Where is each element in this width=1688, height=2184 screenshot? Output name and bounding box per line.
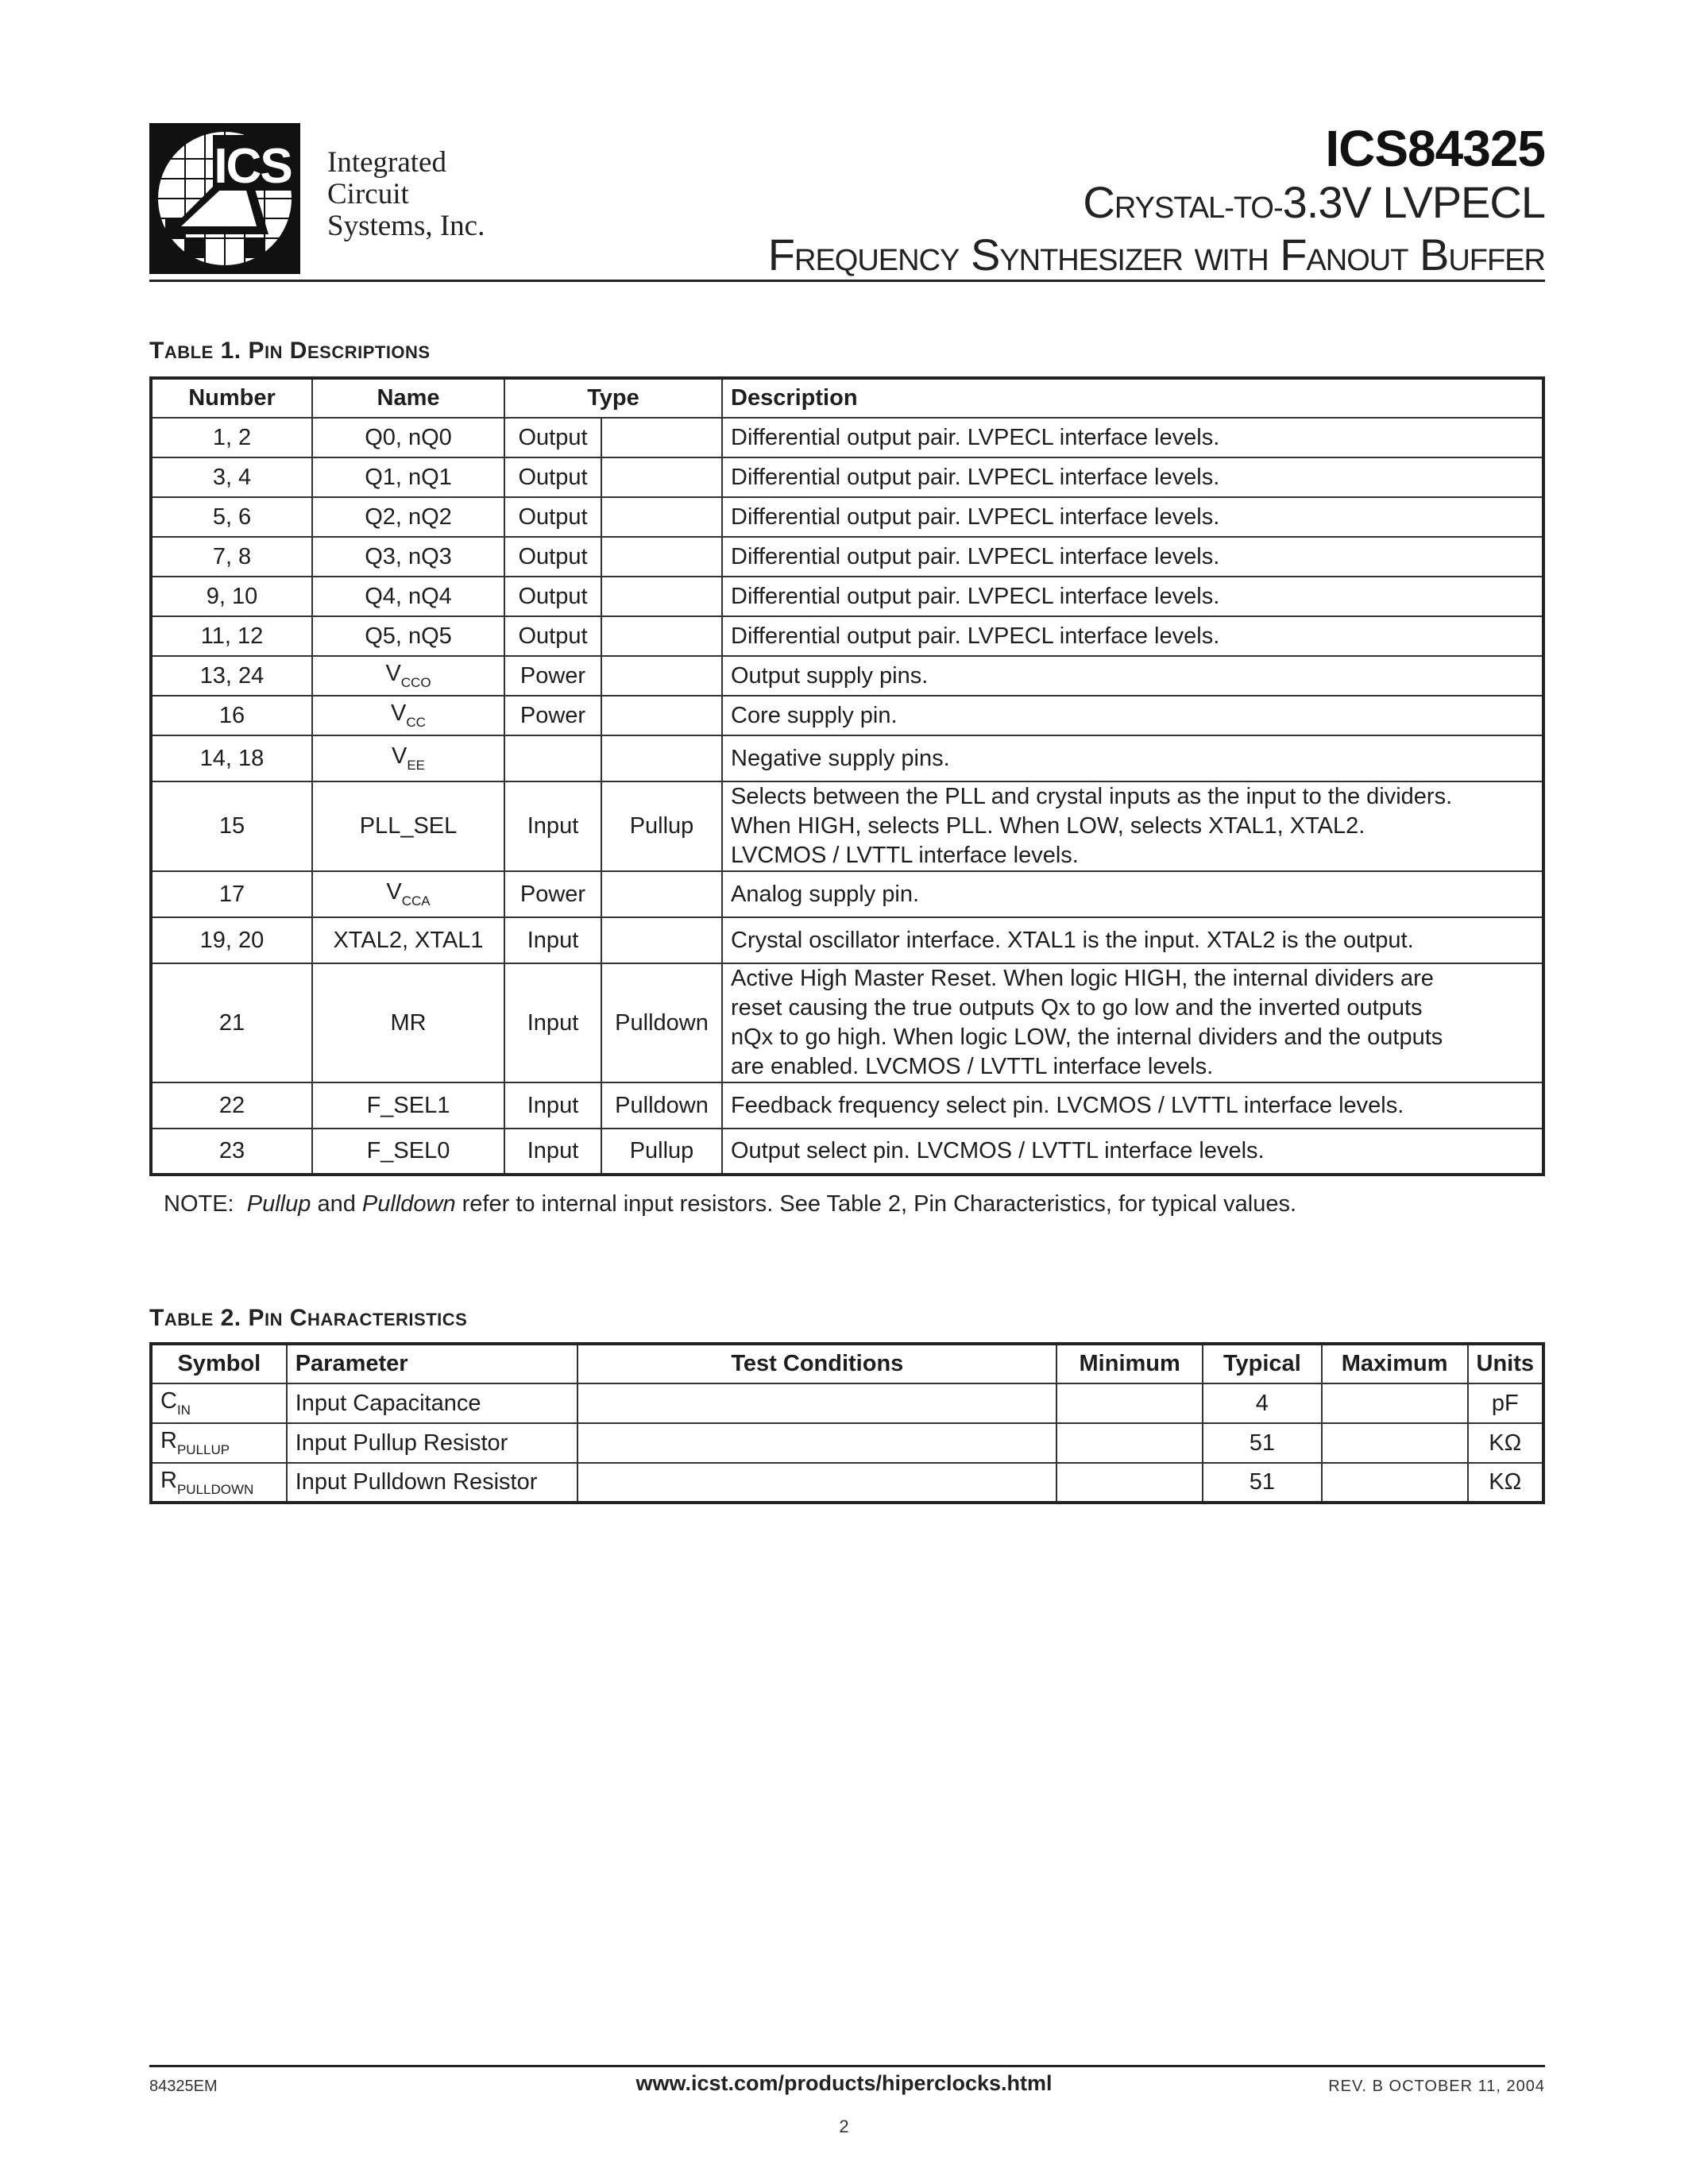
symbol [151, 1423, 287, 1463]
table-row [151, 616, 1543, 656]
pin-number: 16 [151, 696, 312, 735]
pin-description: Differential output pair. LVPECL interface levels. [722, 577, 1543, 616]
svg-text:ICS: ICS [214, 139, 292, 194]
header-minimum: Minimum [1056, 1344, 1203, 1383]
maximum [1322, 1383, 1468, 1423]
company-line-1: Integrated [327, 146, 446, 179]
pin-description [722, 781, 1543, 871]
symbol [151, 1463, 287, 1503]
parameter: Input Pullup Resistor [287, 1423, 578, 1463]
pin-pull [601, 537, 722, 577]
test-conditions [577, 1463, 1056, 1503]
table-row [151, 656, 1543, 696]
pin-type: Input [504, 917, 601, 963]
pin-type: Output [504, 418, 601, 457]
pin-name [312, 735, 504, 781]
pin-pull [601, 656, 722, 696]
symbol-main: C [160, 1388, 177, 1414]
header-description: Description [722, 378, 1543, 418]
pin-name: Q0, nQ0 [312, 418, 504, 457]
pin-description: Output select pin. LVCMOS / LVTTL interface levels. [722, 1129, 1543, 1175]
test-conditions [577, 1423, 1056, 1463]
maximum [1322, 1423, 1468, 1463]
header-symbol: Symbol [151, 1344, 287, 1383]
pin-type: Input [504, 781, 601, 871]
pin-type: Power [504, 696, 601, 735]
symbol-main: R [160, 1428, 177, 1453]
pin-description: Output supply pins. [722, 656, 1543, 696]
table-row [151, 917, 1543, 963]
pin-pull [601, 616, 722, 656]
minimum [1056, 1463, 1203, 1503]
pin-name: Q2, nQ2 [312, 497, 504, 537]
table-row [151, 696, 1543, 735]
typical: 51 [1203, 1463, 1322, 1503]
pin-name-main: V [385, 661, 401, 686]
pin-number: 15 [151, 781, 312, 871]
pin-name-subscript: EE [407, 758, 426, 773]
symbol-subscript: PULLUP [176, 1442, 230, 1457]
maximum [1322, 1463, 1468, 1503]
pin-type: Power [504, 871, 601, 917]
parameter: Input Capacitance [287, 1383, 578, 1423]
pin-description [722, 963, 1543, 1082]
table-header-row [151, 1344, 1543, 1383]
units: KΩ [1468, 1463, 1544, 1503]
pin-name: PLL_SEL [312, 781, 504, 871]
minimum [1056, 1383, 1203, 1423]
header-units: Units [1468, 1344, 1544, 1383]
pin-name: Q1, nQ1 [312, 457, 504, 497]
pin-pull [601, 871, 722, 917]
units: pF [1468, 1383, 1544, 1423]
pin-name [312, 871, 504, 917]
table-row [151, 871, 1543, 917]
pin-pull [601, 577, 722, 616]
table-row [151, 457, 1543, 497]
pin-number: 19, 20 [151, 917, 312, 963]
pin-description: Differential output pair. LVPECL interface levels. [722, 418, 1543, 457]
pin-pull [601, 497, 722, 537]
table1-caption: TABLE 1. PIN DESCRIPTIONS [149, 338, 431, 364]
pin-pull [601, 418, 722, 457]
parameter: Input Pulldown Resistor [287, 1463, 578, 1503]
pin-type: Input [504, 963, 601, 1082]
pin-type: Output [504, 616, 601, 656]
symbol [151, 1383, 287, 1423]
header-maximum: Maximum [1322, 1344, 1468, 1383]
company-line-3: Systems, Inc. [327, 210, 485, 242]
pin-number: 1, 2 [151, 418, 312, 457]
subtitle-line-1: CRYSTAL-TO-3.3V LVPECL [1083, 177, 1545, 227]
footer-url-link[interactable]: www.icst.com/products/hiperclocks.html [635, 2071, 1053, 2095]
company-name [327, 147, 485, 242]
header-number: Number [151, 378, 312, 418]
typical: 51 [1203, 1423, 1322, 1463]
pin-description: Negative supply pins. [722, 735, 1543, 781]
table-row [151, 1423, 1543, 1463]
pin-name: Q4, nQ4 [312, 577, 504, 616]
pin-description: Differential output pair. LVPECL interface levels. [722, 457, 1543, 497]
header-type: Type [504, 378, 722, 418]
pin-pull: Pullup [601, 1129, 722, 1175]
pin-number: 7, 8 [151, 537, 312, 577]
pin-pull: Pulldown [601, 1082, 722, 1129]
pin-number: 3, 4 [151, 457, 312, 497]
table-row [151, 1463, 1543, 1503]
pin-type: Output [504, 537, 601, 577]
table1-note: NOTE: Pullup and Pulldown refer to internal input resistors. See Table 2, Pin Characteristics, for typical values. [164, 1191, 1297, 1217]
units: KΩ [1468, 1423, 1544, 1463]
minimum [1056, 1423, 1203, 1463]
table-row [151, 1129, 1543, 1175]
pin-name [312, 696, 504, 735]
pin-description: Differential output pair. LVPECL interface levels. [722, 616, 1543, 656]
pin-number: 23 [151, 1129, 312, 1175]
pin-description: Differential output pair. LVPECL interface levels. [722, 497, 1543, 537]
pin-pull [601, 735, 722, 781]
header-parameter: Parameter [287, 1344, 578, 1383]
pin-name-subscript: CC [406, 715, 426, 730]
symbol-subscript: PULLDOWN [176, 1481, 254, 1497]
pin-type: Input [504, 1129, 601, 1175]
pin-type: Output [504, 497, 601, 537]
description-line: When HIGH, selects PLL. When LOW, selects XTAL1, XTAL2. [731, 813, 1365, 839]
pin-characteristics-table [149, 1342, 1545, 1504]
revision-date: REV. B OCTOBER 11, 2004 [1328, 2078, 1545, 2095]
table2-caption: TABLE 2. PIN CHARACTERISTICS [149, 1305, 468, 1331]
subtitle-line-2: FREQUENCY SYNTHESIZER WITH FANOUT BUFFER [767, 230, 1545, 280]
ics-logo [149, 123, 300, 274]
pin-description: Crystal oscillator interface. XTAL1 is the input. XTAL2 is the output. [722, 917, 1543, 963]
header-rule [149, 280, 1545, 282]
description-line: are enabled. LVCMOS / LVTTL interface levels. [731, 1054, 1214, 1079]
pin-name-subscript: CCO [400, 675, 431, 690]
pin-name: Q5, nQ5 [312, 616, 504, 656]
table-row [151, 1082, 1543, 1129]
pin-number: 22 [151, 1082, 312, 1129]
footer-rule [149, 2065, 1545, 2067]
description-line: Active High Master Reset. When logic HIGH, the internal dividers are [731, 966, 1434, 991]
pin-name-main: V [386, 879, 402, 905]
pin-type [504, 735, 601, 781]
pin-name-main: V [391, 700, 407, 726]
pin-number: 17 [151, 871, 312, 917]
pin-number: 11, 12 [151, 616, 312, 656]
pin-pull [601, 696, 722, 735]
table-row [151, 577, 1543, 616]
document-code: 84325EM [149, 2078, 218, 2095]
pin-description: Differential output pair. LVPECL interface levels. [722, 537, 1543, 577]
test-conditions [577, 1383, 1056, 1423]
pin-number: 9, 10 [151, 577, 312, 616]
page-number: 2 [839, 2116, 849, 2136]
table-row [151, 1383, 1543, 1423]
typical: 4 [1203, 1383, 1322, 1423]
description-line: Selects between the PLL and crystal inputs as the input to the dividers. [731, 784, 1453, 809]
table-row [151, 497, 1543, 537]
pin-number: 14, 18 [151, 735, 312, 781]
pin-type: Output [504, 577, 601, 616]
pin-description: Core supply pin. [722, 696, 1543, 735]
pin-pull [601, 917, 722, 963]
pin-type: Input [504, 1082, 601, 1129]
pin-name: Q3, nQ3 [312, 537, 504, 577]
pin-pull: Pullup [601, 781, 722, 871]
table-row [151, 418, 1543, 457]
table-row [151, 781, 1543, 871]
pin-name-subscript: CCA [401, 893, 431, 909]
pin-descriptions-table [149, 376, 1545, 1176]
description-line: LVCMOS / LVTTL interface levels. [731, 843, 1079, 868]
pin-type: Output [504, 457, 601, 497]
pin-type: Power [504, 656, 601, 696]
part-number: ICS84325 [1325, 120, 1545, 177]
header-name: Name [312, 378, 504, 418]
description-line: nQx to go high. When logic LOW, the internal dividers and the outputs [731, 1024, 1443, 1050]
table-row [151, 735, 1543, 781]
pin-name-main: V [391, 743, 408, 769]
pin-pull [601, 457, 722, 497]
header-typical: Typical [1203, 1344, 1322, 1383]
symbol-subscript: IN [176, 1403, 191, 1418]
symbol-main: R [160, 1467, 177, 1493]
pin-name: MR [312, 963, 504, 1082]
table-header-row [151, 378, 1543, 418]
pin-number: 21 [151, 963, 312, 1082]
pin-number: 5, 6 [151, 497, 312, 537]
pin-name [312, 656, 504, 696]
pin-description: Analog supply pin. [722, 871, 1543, 917]
pin-name: F_SEL1 [312, 1082, 504, 1129]
pin-pull: Pulldown [601, 963, 722, 1082]
pin-description: Feedback frequency select pin. LVCMOS / LVTTL interface levels. [722, 1082, 1543, 1129]
pin-name: F_SEL0 [312, 1129, 504, 1175]
pin-number: 13, 24 [151, 656, 312, 696]
header-test-conditions: Test Conditions [577, 1344, 1056, 1383]
table-row [151, 963, 1543, 1082]
pin-name: XTAL2, XTAL1 [312, 917, 504, 963]
description-line: reset causing the true outputs Qx to go low and the inverted outputs [731, 995, 1423, 1021]
company-line-2: Circuit [327, 178, 409, 210]
table-row [151, 537, 1543, 577]
